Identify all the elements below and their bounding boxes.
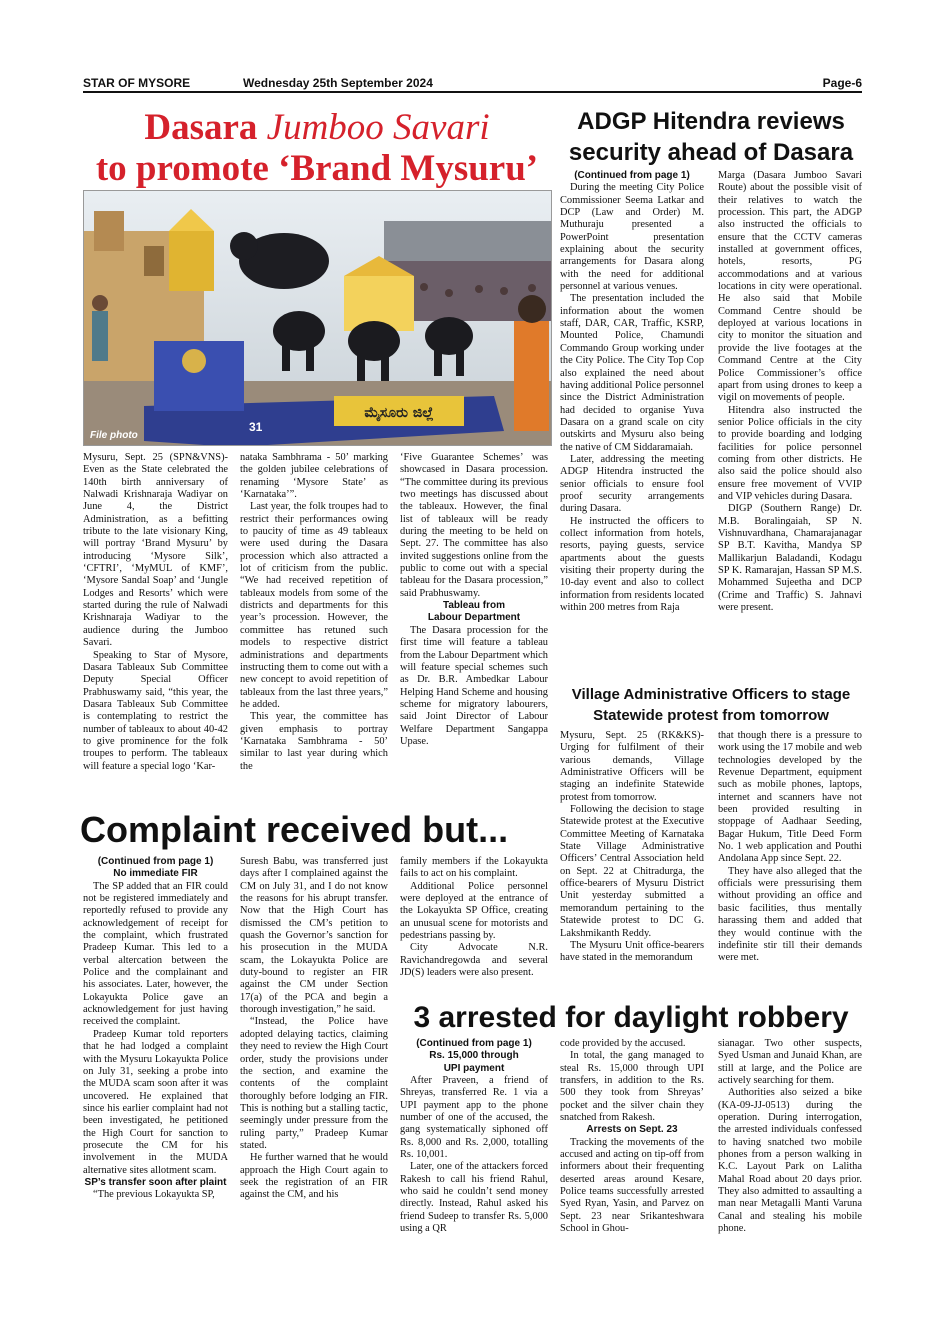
continued-label: (Continued from page 1) xyxy=(574,170,690,181)
subhead-sp-transfer: SP’s transfer soon after plaint xyxy=(84,1176,227,1188)
tableau-illustration xyxy=(84,191,552,446)
continued-label: (Continued from page 1) xyxy=(416,1038,532,1049)
adgp-col-1 xyxy=(560,170,704,675)
adgp-headline xyxy=(556,106,866,168)
subhead-arrests: Arrests on Sept. 23 xyxy=(586,1124,678,1136)
robbery-paragraph: sianagar. Two other suspects, Syed Usman and Junaid Khan, are still at large, and the Police are actively searching for them. xyxy=(718,1038,862,1087)
complaint-col-3 xyxy=(400,856,548,998)
tableau-sign: ಮೈಸೂರು ಜಿಲ್ಲೆ xyxy=(364,405,434,421)
village-paragraph: Following the decision to stage Statewide protest at the Executive Committee Meeting of Karnataka State Village Administrative Officers’ Central Association held on Sept. 22 at Chitradurga, the office-bearers of Mysuru District Unit yesterday submitted a memorandum pertaining to the Statewide protest to DC G. Lakshmikanth Reddy. xyxy=(560,804,704,939)
subhead-no-fir: No immediate FIR xyxy=(113,868,198,880)
complaint-paragraph: City Advocate N.R. Ravichandregowda and several JD(S) leaders were also present. xyxy=(400,942,548,979)
dasara-headline xyxy=(78,108,556,189)
village-paragraph: that though there is a pressure to work using the 17 mobile and web technologies developed by the Revenue Department, equipment such as mobile phones, laptops, internet and scanners have not been provided resulting in stoppage of Aadhaar Seeding, Bagar Hukum, Title Deed Form No. 1 web application and Pouthi Andolana App since Sept. 22. xyxy=(718,730,862,865)
tableau-number: 31 xyxy=(249,420,263,434)
village-paragraph: The Mysuru Unit office-bearers have stated in the memorandum xyxy=(560,939,704,964)
dasara-paragraph: Mysuru, Sept. 25 (SPN&VNS)- Even as the State celebrated the 140th birth anniversary of Nalwadi Krishnaraja Wadiyar on June 4, the District Administration, as a befitting tribute to the late visionary King, will portray ‘Brand Mysuru’ by introducing ‘Mysore Silk’, ‘CFTRI’, ‘MyMUL of KMF’, ‘Mysore Sandal Soap’ and ‘Jungle Lodges and Resorts’ which were started during the rule of Nalwadi Krishnaraja Wadiyar to the audience during the Jumboo Savari. xyxy=(83,452,228,649)
village-headline xyxy=(556,684,866,726)
page-number: Page-6 xyxy=(822,76,862,90)
robbery-col-1 xyxy=(400,1038,548,1270)
village-paragraph: Mysuru, Sept. 25 (RK&KS)- Urging for fulfilment of their various demands, Village Administrative Officers will be staging an indefinite Statewide protest from tomorrow. xyxy=(560,730,704,803)
complaint-headline: Complaint received but... xyxy=(80,809,509,850)
village-col-2 xyxy=(718,730,862,998)
continued-label: (Continued from page 1) xyxy=(97,856,214,867)
photo-caption: File photo xyxy=(90,430,138,441)
page-header xyxy=(83,76,862,93)
adgp-paragraph: Hitendra also instructed the senior Police officials in the city to provide boarding and lodging facilities for police personnel coming from other districts. He also said the police should also ensure free movement of VVIP and VIP vehicles during Dasara. xyxy=(718,404,862,502)
adgp-paragraph: Marga (Dasara Jumboo Savari Route) about the possible visit of their relatives to watch the procession. This part, the ADGP also instructed the officials to ensure that the CCTV cameras installed at government offices, hotels, resorts, PG accommodations and at various locations in city were operational. He also said that Mobile Command Centre should be deployed at various locations in city to monitor the situation and provide the live footages at the Command Centre at the City Police Commissioner’s office apart from using drones to keep a vigil on movements of people. xyxy=(718,170,862,404)
headline-word: Dasara xyxy=(144,107,258,148)
dasara-paragraph: nataka Sambhrama - 50’ marking the golden jubilee celebrations of renaming ‘Mysore State’ as ‘Karnataka’”. xyxy=(240,452,388,501)
subhead-upi-2: UPI payment xyxy=(443,1062,505,1074)
complaint-paragraph: “Instead, the Police have adopted delaying tactics, claiming they need to review the High Court order, study the provisions under the section, and examine the contents of the complaint thoroughly before lodging an FIR. This is nothing but a stalling tactic, seemingly under pressure from the ruling party,” Pradeep Kumar stated. xyxy=(240,1016,388,1151)
complaint-paragraph: family members if the Lokayukta fails to act on his complaint. xyxy=(400,856,548,880)
dasara-paragraph: Last year, the folk troupes had to restrict their performances owing to paucity of time as 49 tableaux were used during the Dasara procession which also attracted a lot of criticism from the public. “We had received repetition of tableaux models from some of the districts and departments for this year’s procession. However, the committee has retuned such models to respective district administrations and departments instructing them to come out with a new concept to avoid repetition of tableaux from the last three years,” he added. xyxy=(240,501,388,710)
adgp-paragraph: The presentation included the information about the women staff, DAR, CAR, Traffic, KSRP, Mounted Police, Chamundi Commando Group working under the City Police. The City Top Cop also explained the need about having additional Police personnel since the District Administration had decided to organise Yuva Dasara on a grand scale on city outskirts and Mysuru also being the native of CM Siddaramaiah. xyxy=(560,293,704,453)
dasara-paragraph: ‘Five Guarantee Schemes’ was showcased in Dasara procession. “The committee during its previous two meetings has discussed about the tableaux. However, the final list of tableaux will be ready during the meeting to be held on Sept. 27. The committee has also invited suggestions online from the public to come out with a special tableau for the Dasara procession,” said Prabhuswamy. xyxy=(400,452,548,599)
dasara-paragraph: Speaking to Star of Mysore, Dasara Tableaux Sub Committee Deputy Special Officer Prabhuswamy said, “this year, the Dasara Tableaux Sub Committee is contemplating to restrict the number of tableaux to about 40-42 to give prominence for the folk troupes to perform. The tableaux will feature a special logo ‘Kar- xyxy=(83,649,228,772)
subhead-upi-1: Rs. 15,000 through xyxy=(429,1050,519,1062)
robbery-headline: 3 arrested for daylight robbery xyxy=(413,1001,849,1034)
adgp-paragraph: He instructed the officers to collect information from hotels, resorts, paying guests, service apartments about the guests visiting their property during the 10-day event and also to collect information from residents located within 200 metres from Raja xyxy=(560,515,704,614)
complaint-paragraph: The SP added that an FIR could not be registered immediately and reportedly refused to provide any acknowledgement of receipt for the complaint, which frustrated Pradeep Kumar. This led to a verbal altercation between the Police and the complainant and his associates. Later, however, the Lokayukta Police gave an acknowledgement for just having received the complaint. xyxy=(83,880,228,1028)
adgp-headline-line1: ADGP Hitendra reviews xyxy=(577,108,845,135)
complaint-col-1 xyxy=(83,856,228,1271)
robbery-paragraph: In total, the gang managed to steal Rs. 15,000 through UPI transfers, in addition to the Rs. 500 they took from Shreyas’ pocket and the silver chain they snatched from Rakesh. xyxy=(560,1050,704,1124)
robbery-paragraph: code provided by the accused. xyxy=(560,1038,686,1049)
dasara-paragraph: The Dasara procession for the first time will feature a tableau from the Labour Department which will feature special schemes such as Dr. B.R. Ambedkar Labour Helping Hand Scheme and housing scheme for migratory labourers, said Joint Director of Labour Welfare Department Sangappa Upase. xyxy=(400,624,548,747)
village-headline-line1: Village Administrative Officers to stage xyxy=(571,686,851,703)
headline-italic: Jumboo Savari xyxy=(266,107,490,148)
robbery-paragraph: Later, one of the attackers forced Rakesh to call his friend Rahul, who said he couldn’t send money directly. Instead, Rahul asked his friend Sudeep to transfer Rs. 5,000 using a QR xyxy=(400,1161,548,1235)
adgp-paragraph: DIGP (Southern Range) Dr. M.B. Boralingaiah, SP N. Vishnuvardhana, Chamarajanagar SP B.T. Kavitha, Mandya SP Mallikarjun Baladandi, Kodagu SP K. Ramarajan, Hassan SP M.S. Mohammed Sujeetha and DCP (Crime and Traffic) S. Jahnavi were present. xyxy=(718,503,862,614)
dasara-col-2 xyxy=(240,452,388,797)
complaint-paragraph: Pradeep Kumar told reporters that he had lodged a complaint with the Mysuru Lokayukta Police on July 31, seeking a probe into the MUDA scam soon after it was uncovered. He explained that since his earlier complaint had not been investigated, he petitioned the High Court for sanction to prosecute the CM for his involvement in the MUDA alternative sites allotment scam. xyxy=(83,1028,228,1176)
adgp-headline-line2: security ahead of Dasara xyxy=(568,139,854,166)
robbery-col-3 xyxy=(718,1038,862,1270)
headline-line2: to promote ‘Brand Mysuru’ xyxy=(95,147,539,189)
adgp-paragraph: Later, addressing the meeting ADGP Hitendra instructed the senior officials to ensure fool proof security arrangements during Dasara. xyxy=(560,453,704,515)
complaint-paragraph: Additional Police personnel were deployed at the entrance of the Lokayukta SP Office, creating an unusual scene for motorists and pedestrians passing by. xyxy=(400,880,548,942)
robbery-paragraph: Tracking the movements of the accused and acting on tip-off from informers about their frequenting deserted areas around Kesare, Police teams successfully arrested Syed Ryan, Yasin, and Parvez on Sept. 23 near Srikanteshwara School in Ghou- xyxy=(560,1136,704,1235)
dasara-paragraph: This year, the committee has given emphasis to portray ‘Karnataka Sambhrama - 50’ similar to last year during which the xyxy=(240,711,388,772)
village-col-1 xyxy=(560,730,704,998)
complaint-paragraph: He further warned that he would approach the High Court again to seek the registration of an FIR against the CM, and his xyxy=(240,1152,388,1201)
adgp-col-2 xyxy=(718,170,862,675)
subhead-tableau: Tableau from xyxy=(442,600,506,612)
subhead-labour: Labour Department xyxy=(427,612,521,624)
complaint-col-2 xyxy=(240,856,388,1271)
complaint-paragraph: “The previous Lokayukta SP, xyxy=(93,1189,215,1201)
village-headline-line2: Statewide protest from tomorrow xyxy=(593,707,829,724)
dasara-col-1 xyxy=(83,452,228,797)
complaint-paragraph: Suresh Babu, was transferred just days after I complained against the CM on July 31, and I do not know the reasons for his abrupt transfer. Now that the High Court has dismissed the CM’s petition to quash the Governor’s sanction for his prosecution in the MUDA scam, the Lokayukta Police are duty-bound to register an FIR against the CM under Section 17(a) of the PCA and begin a thorough investigation,” he said. xyxy=(240,856,388,1016)
adgp-paragraph: During the meeting City Police Commissioner Seema Latkar and DCP (Law and Order) M. Muthuraju presented a PowerPoint presentation explaining about the security arrangements for Dasara along with the need for additional personnel at various venues. xyxy=(560,182,704,293)
robbery-paragraph: After Praveen, a friend of Shreyas, transferred Re. 1 via a UPI payment app to the phone number of one of the accused, the gang systematically siphoned off Rs. 8,000 and Rs. 2,000, totalling Rs. 10,001. xyxy=(400,1075,548,1161)
robbery-paragraph: Authorities also seized a bike (KA-09-JJ-0513) during the operation. During interrogation, the arrested individuals confessed to having snatched two mobile phones from a person walking in K.C. Layout Park on Lalitha Mahal Road about 20 days prior. They also admitted to assaulting a man near Metagalli Manti Varuna Canal and stealing his mobile phone. xyxy=(718,1087,862,1235)
tableau-photo xyxy=(83,190,552,446)
dasara-col-3 xyxy=(400,452,548,797)
newspaper-name: STAR OF MYSORE xyxy=(83,76,191,90)
robbery-col-2 xyxy=(560,1038,704,1270)
issue-date: Wednesday 25th September 2024 xyxy=(243,76,433,90)
village-paragraph: They have also alleged that the officials were pressurising them without providing an office and basic facilities, thus mentally harassing them and added that they would continue with the indefinite stir till their demands were met. xyxy=(718,865,862,964)
